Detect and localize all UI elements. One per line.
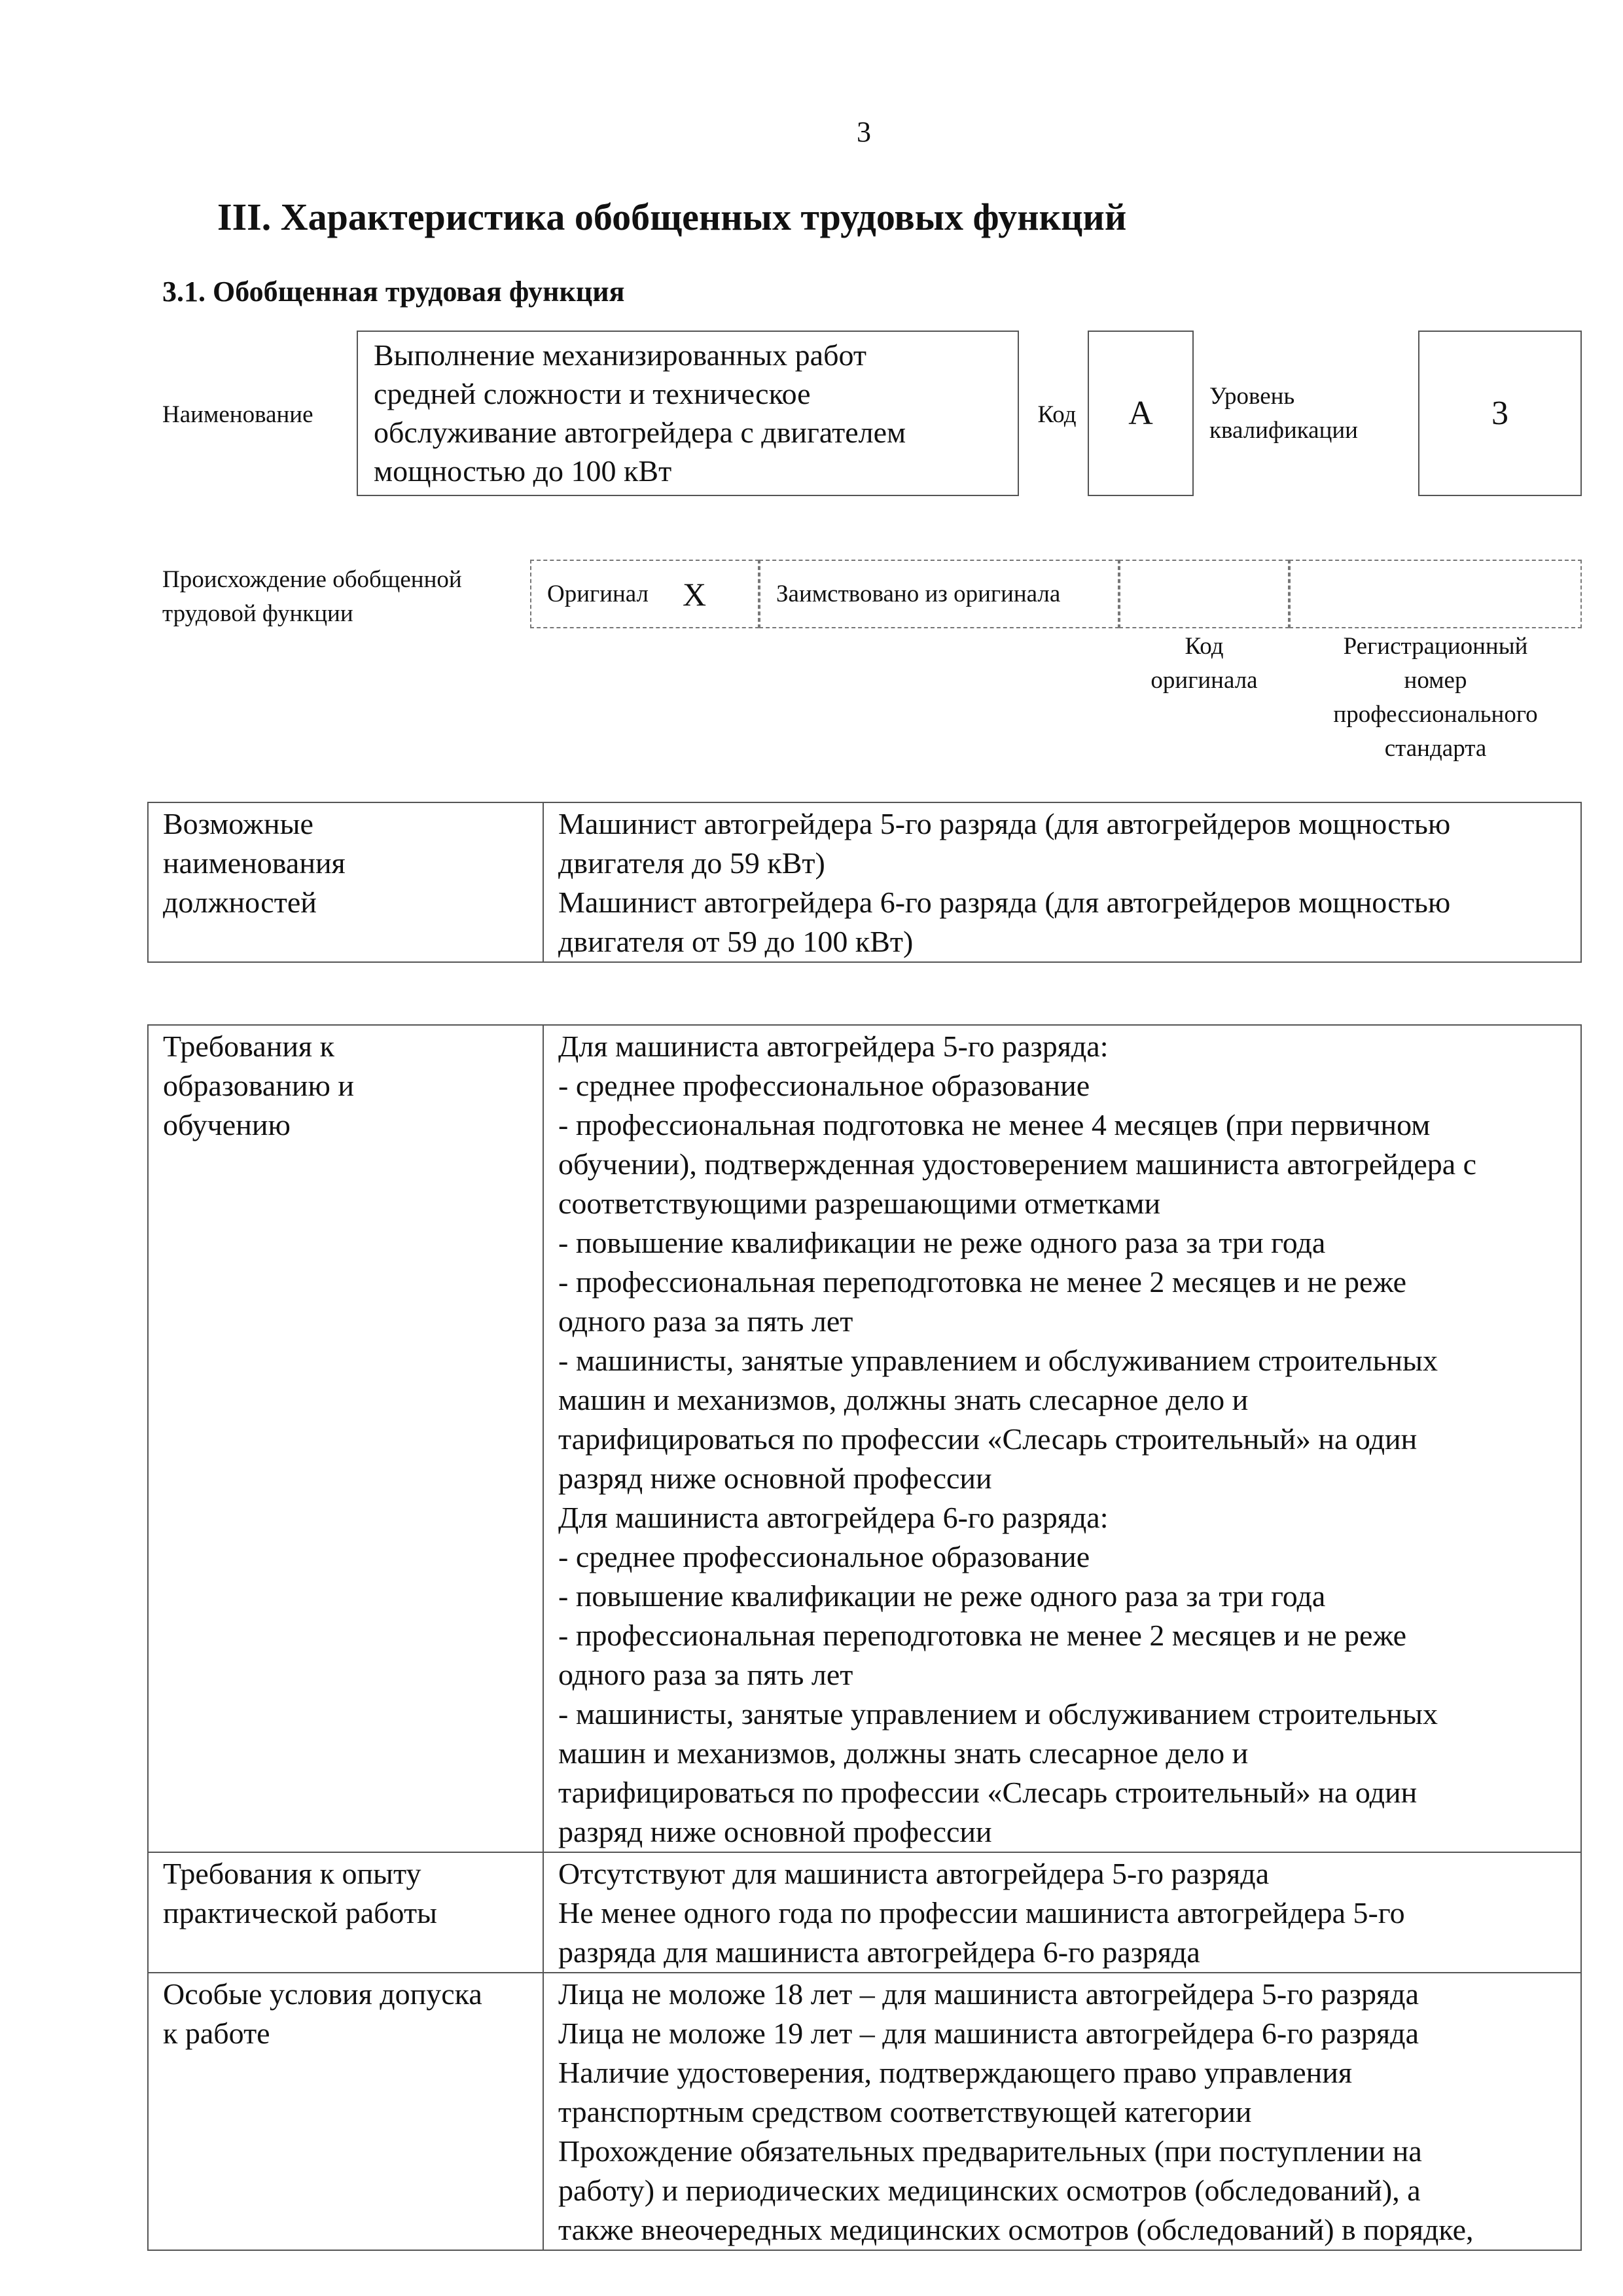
admission-value-cell	[543, 1973, 1581, 2250]
cell-line: разряд ниже основной профессии	[558, 1815, 992, 1848]
cell-line: также внеочередных медицинских осмотров (обследований) в порядке,	[558, 2213, 1474, 2246]
cell-line: - среднее профессиональное образование	[558, 1540, 1090, 1573]
cell-line: Не менее одного года по профессии машиниста автогрейдера 5-го	[558, 1896, 1405, 1929]
cell-line: образованию и	[163, 1069, 354, 1102]
cell-line: разряда для машиниста автогрейдера 6-го разряда	[558, 1935, 1200, 1969]
function-name-line: средней сложности и техническое	[374, 377, 811, 410]
cell-line: двигателя до 59 кВт)	[558, 846, 825, 880]
caption-line: Код	[1185, 633, 1224, 660]
table-row	[148, 1852, 1581, 1973]
function-name-box	[357, 331, 1019, 496]
experience-value-cell	[543, 1852, 1581, 1973]
cell-line: тарифицироваться по профессии «Слесарь строительный» на один	[558, 1776, 1418, 1809]
cell-line: наименования	[163, 846, 346, 880]
positions-table	[147, 802, 1582, 963]
origin-label	[162, 563, 462, 631]
cell-line: - профессиональная переподготовка не менее 2 месяцев и не реже	[558, 1265, 1407, 1299]
cell-line: - профессиональная подготовка не менее 4 месяцев (при первичном	[558, 1108, 1431, 1141]
level-label-line: Уровень	[1209, 383, 1295, 410]
admission-label-cell	[148, 1973, 543, 2250]
cell-line: - среднее профессиональное образование	[558, 1069, 1090, 1102]
cell-line: к работе	[163, 2017, 270, 2050]
cell-line: - машинисты, занятые управлением и обслуживанием строительных	[558, 1697, 1438, 1731]
origin-borrowed-cell	[759, 560, 1119, 628]
cell-line: одного раза за пять лет	[558, 1658, 853, 1691]
caption-line: номер	[1404, 667, 1467, 694]
cell-line: машин и механизмов, должны знать слесарное дело и	[558, 1383, 1249, 1416]
level-value: 3	[1491, 395, 1508, 432]
page-number: 3	[857, 116, 871, 148]
cell-line: Для машиниста автогрейдера 6-го разряда:	[558, 1501, 1109, 1534]
code-value-box	[1088, 331, 1194, 496]
positions-label-cell	[148, 802, 543, 962]
cell-line: работу) и периодических медицинских осмотров (обследований), а	[558, 2174, 1421, 2207]
table-row	[148, 1025, 1581, 1852]
cell-line: двигателя от 59 до 100 кВт)	[558, 925, 914, 958]
origin-label-line: Происхождение обобщенной	[162, 566, 462, 593]
section-title: III. Характеристика обобщенных трудовых функций	[217, 196, 1127, 238]
cell-line: транспортным средством соответствующей категории	[558, 2095, 1252, 2128]
cell-line: Прохождение обязательных предварительных (при поступлении на	[558, 2134, 1422, 2168]
cell-line: обучению	[163, 1108, 291, 1141]
education-value-cell	[543, 1025, 1581, 1852]
level-label-line: квалификации	[1209, 417, 1358, 444]
cell-line: соответствующими разрешающими отметками	[558, 1187, 1161, 1220]
experience-label-cell	[148, 1852, 543, 1973]
origin-original-mark: Х	[683, 575, 707, 613]
level-value-box	[1418, 331, 1582, 496]
origin-code-caption	[1119, 630, 1289, 698]
origin-label-line: трудовой функции	[162, 600, 353, 627]
cell-line: Машинист автогрейдера 5-го разряда (для автогрейдеров мощностью	[558, 807, 1451, 840]
caption-line: оригинала	[1150, 667, 1258, 694]
education-label-cell	[148, 1025, 543, 1852]
cell-line: машин и механизмов, должны знать слесарное дело и	[558, 1736, 1249, 1770]
cell-line: Особые условия допуска	[163, 1977, 482, 2011]
subsection-title: 3.1. Обобщенная трудовая функция	[162, 276, 625, 308]
cell-line: Отсутствуют для машиниста автогрейдера 5-го разряда	[558, 1857, 1270, 1890]
cell-line: Наличие удостоверения, подтверждающего право управления	[558, 2056, 1353, 2089]
cell-line: должностей	[163, 886, 317, 919]
cell-line: Лица не моложе 18 лет – для машиниста автогрейдера 5-го разряда	[558, 1977, 1419, 2011]
origin-borrowed-label: Заимствовано из оригинала	[776, 580, 1061, 607]
cell-line: одного раза за пять лет	[558, 1304, 853, 1338]
cell-line: Возможные	[163, 807, 313, 840]
cell-line: разряд ниже основной профессии	[558, 1462, 992, 1495]
cell-line: Требования к	[163, 1030, 334, 1063]
caption-line: Регистрационный	[1343, 633, 1528, 660]
origin-original-label: Оригинал	[547, 580, 649, 607]
origin-reg-caption	[1289, 630, 1582, 766]
cell-line: Для машиниста автогрейдера 5-го разряда:	[558, 1030, 1109, 1063]
origin-reg-number-cell	[1289, 560, 1582, 628]
cell-line: - машинисты, занятые управлением и обслуживанием строительных	[558, 1344, 1438, 1377]
positions-value-cell	[543, 802, 1581, 962]
cell-line: Машинист автогрейдера 6-го разряда (для автогрейдеров мощностью	[558, 886, 1451, 919]
cell-line: Требования к опыту	[163, 1857, 421, 1890]
cell-line: - повышение квалификации не реже одного раза за три года	[558, 1579, 1326, 1613]
origin-code-cell	[1119, 560, 1289, 628]
code-value: А	[1128, 395, 1153, 432]
caption-line: стандарта	[1384, 735, 1487, 762]
code-label: Код	[1037, 401, 1077, 428]
function-name-line: мощностью до 100 кВт	[374, 454, 672, 488]
cell-line: практической работы	[163, 1896, 437, 1929]
table-row	[148, 802, 1581, 962]
function-name-line: Выполнение механизированных работ	[374, 338, 866, 372]
cell-line: - повышение квалификации не реже одного раза за три года	[558, 1226, 1326, 1259]
level-label	[1209, 380, 1358, 448]
origin-original-cell	[530, 560, 759, 628]
name-label: Наименование	[162, 401, 313, 428]
cell-line: обучении), подтвержденная удостоверением машиниста автогрейдера с	[558, 1147, 1477, 1181]
cell-line: - профессиональная переподготовка не менее 2 месяцев и не реже	[558, 1619, 1407, 1652]
caption-line: профессионального	[1333, 701, 1538, 728]
cell-line: Лица не моложе 19 лет – для машиниста автогрейдера 6-го разряда	[558, 2017, 1419, 2050]
requirements-table	[147, 1024, 1582, 2251]
table-row	[148, 1973, 1581, 2250]
cell-line: тарифицироваться по профессии «Слесарь строительный» на один	[558, 1422, 1418, 1456]
function-name-line: обслуживание автогрейдера с двигателем	[374, 416, 906, 449]
